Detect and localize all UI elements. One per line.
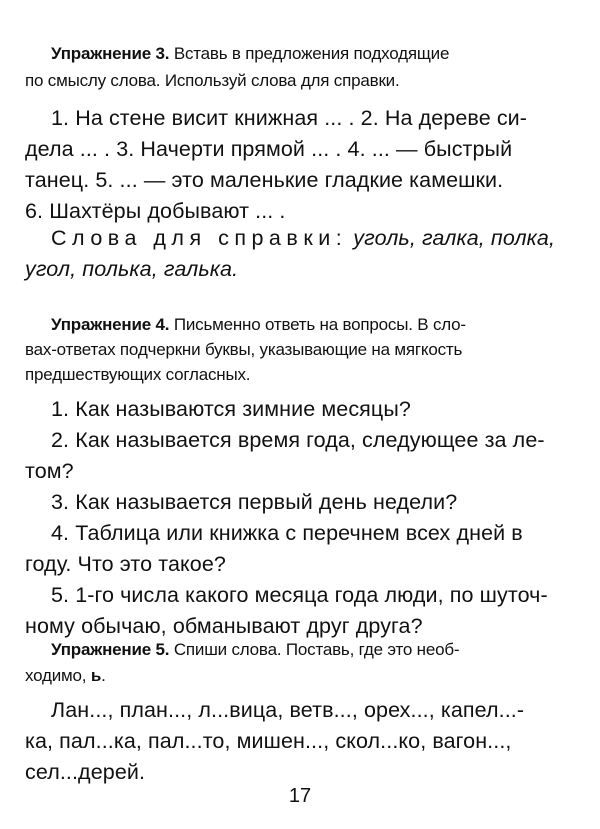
- exercise4-title: Упражнение 4.: [51, 315, 170, 334]
- question-4: 4. Таблица или книжка с перечнем всех дней в: [51, 521, 523, 545]
- question-3: 3. Как называется первый день недели?: [51, 490, 458, 514]
- reference-words-line: [51, 226, 555, 251]
- exercise5-words-line: Лан..., план..., л...вица, ветв..., орех..., капел...-: [51, 698, 525, 722]
- question-2: 2. Как называется время года, следующее за ле-: [51, 428, 545, 452]
- reference-words-cont: угол, полька, галька.: [25, 257, 239, 281]
- soft-sign: ь: [90, 666, 102, 685]
- exercise4-instruction-cont: предшествующих согласных.: [25, 365, 251, 384]
- exercise4-heading-line: [51, 315, 466, 335]
- exercise3-text-line: 1. На стене висит книжная ... . 2. На дереве си-: [51, 106, 528, 130]
- question-5: 5. 1-го числа какого месяца года люди, по шуточ-: [51, 583, 548, 607]
- exercise5-instruction-text: ходимо,: [25, 666, 87, 685]
- period: .: [101, 666, 106, 685]
- exercise3-heading-line: [51, 44, 449, 64]
- exercise5-heading-line: [51, 640, 459, 660]
- exercise5-title: Упражнение 5.: [51, 640, 170, 659]
- exercise4-instruction-cont: вах-ответах подчеркни буквы, указывающие на мягкость: [25, 340, 463, 359]
- reference-label: Слова для справки:: [51, 226, 348, 250]
- exercise3-text-line: 6. Шахтёры добывают ... .: [25, 199, 286, 223]
- exercise5-words-line: сел...дерей.: [25, 760, 146, 784]
- question-2-cont: том?: [25, 459, 74, 483]
- exercise5-words-line: ка, пал...ка, пал...то, мишен..., скол...ко, вагон...,: [25, 729, 512, 753]
- exercise3-instruction-cont: по смыслу слова. Используй слова для справки.: [25, 71, 400, 90]
- exercise5-instruction-cont: [25, 666, 106, 686]
- reference-words: уголь, галка, полка,: [353, 226, 556, 250]
- question-5-cont: ному обычаю, обманывают друг друга?: [25, 614, 423, 638]
- exercise3-text-line: танец. 5. ... — это маленькие гладкие камешки.: [25, 168, 504, 192]
- question-4-cont: году. Что это такое?: [25, 552, 226, 576]
- exercise5-instruction: Спиши слова. Поставь, где это необ-: [173, 640, 460, 659]
- exercise3-text-line: дела ... . 3. Начерти прямой ... . 4. ... — быстрый: [25, 137, 513, 161]
- question-1: 1. Как называются зимние месяцы?: [51, 397, 411, 421]
- page-number: 17: [288, 785, 312, 807]
- exercise3-instruction: Вставь в предложения подходящие: [173, 44, 450, 63]
- exercise4-instruction: Письменно ответь на вопросы. В сло-: [173, 315, 466, 334]
- exercise3-title: Упражнение 3.: [51, 44, 170, 63]
